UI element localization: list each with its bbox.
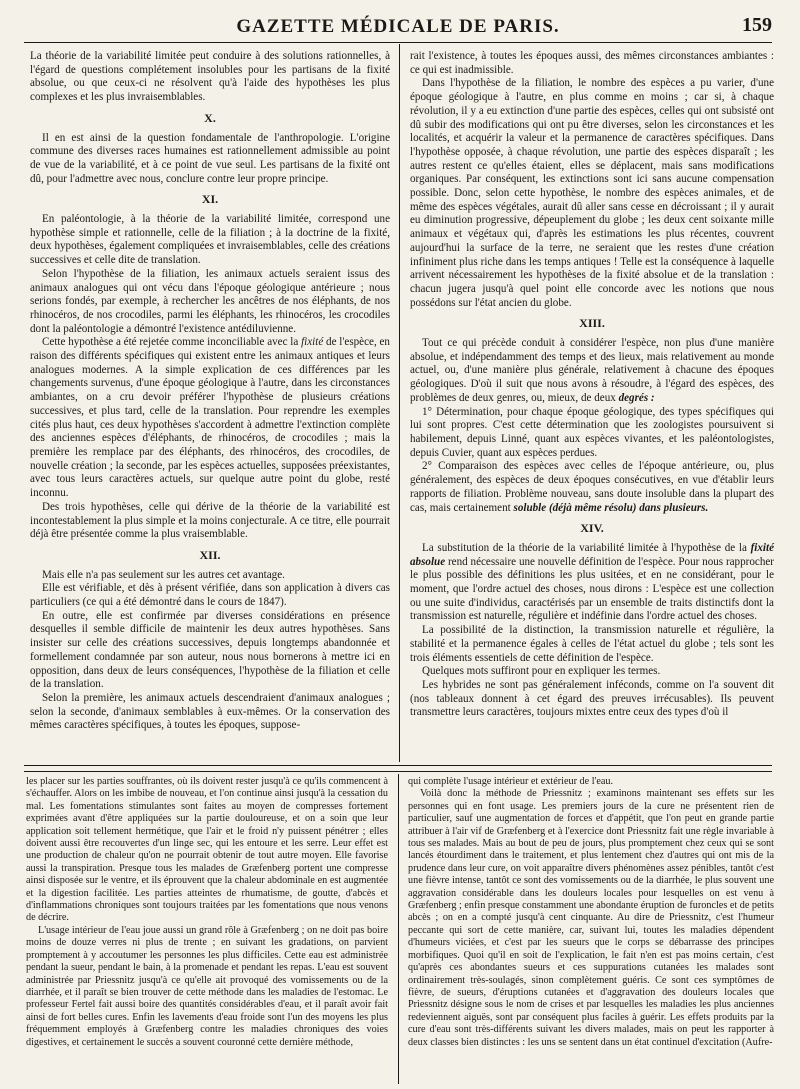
paragraph: Voilà donc la méthode de Priessnitz ; examinons maintenant ses effets sur les personnes qui en font usage. Les premiers jours de la cure ne présentent rien de particulier, sauf une augmentation de forces et d'appétit, que l'on peut en grande partie attribuer à l'air vif de Græfenberg et à l'exercice dont Priessnitz fait une règle invariable à tous ses malades. Mais au bout de peu de jours, plus promptement chez ceux qui se sont lancés étourdiment dans le traitement, et plus lentement chez d'autres qui ont mis de la prudence dans leur cure, on voit apparaître divers phénomènes assez pénibles, tantôt c'est une fièvre intense, tantôt ce sont des vomissements ou de la diarrhée, le plus souvent une aggravation considérable dans les douleurs locales pour lesquelles on est venu à Græfenberg ; enfin presque constamment une abondante éruption de furoncles et de petits abcès ; on en a compté jusqu'à cent cinquante. Au dire de Priessnitz, c'est l'humeur peccante qui sort de cette manière, car, suivant lui, toutes les maladies dépendent d'humeurs viciées, et c'est par les sueurs que le corps se débarrasse des principes morbifiques. Quoi qu'il en soit de l'explication, le fait n'en est pas moins certain, c'est qu'après ces abondantes sueurs et ces suppurations cutanées les malades sont ordinairement très-soulagés, sinon complètement guéris. Ce sont ces symptômes de fièvre, de sueurs, d'éruptions cutanées et d'aggravation des douleurs locales que Priessnitz désigne sous le nom de crises et par lesquelles les maladies les plus anciennes redeviennent aiguës, sont par conséquent plus faciles à guérir. Les effets produits par la cure d'eau sont très-différents suivant les divers malades, mais on peut les rapporter à deux classes bien distinctes : les uns se sentent dans un état continuel d'excitation (Aufre- xyxy=(408,788,774,1048)
paragraph xyxy=(410,460,774,515)
feuilleton-column-right xyxy=(408,776,774,1049)
text-run: de l'espèce, en raison des différents spécifiques qui existent entre les animaux antiques et leurs analogues modernes. A la simple explication de ces différences par les changements survenus, d'une époque géologique à l'autre, dans les circonstances ambiantes, on a cru devoir préférer l'hypothèse de plusieurs créations successives, et plus tard, celle de la translation. Pour reprendre les exemples cités plus haut, ces deux hypothèses s'accordent à admettre l'extinction complète des anciennes espèces d'éléphants, de rhinocéros, de crocodiles ; mais la première les remplace par des éléphants, des rhinocéros, des crocodiles, de nouvelle création ; la seconde, par les espèces actuelles, supposées préexistantes, avec tous leurs caractères actuels, sur quelque autre point du globe, resté inconnu. xyxy=(30,336,390,500)
paragraph: qui complète l'usage intérieur et extérieur de l'eau. xyxy=(408,776,614,787)
paragraph: rait l'existence, à toutes les époques aussi, des mêmes circonstances ambiantes : ce qui est inadmissible. xyxy=(410,50,774,76)
section-heading-xi: XI. xyxy=(201,192,219,207)
section-heading-xiv: XIV. xyxy=(580,521,604,536)
section-heading-x: X. xyxy=(204,110,216,125)
paragraph: Selon la première, les animaux actuels descendraient d'animaux analogues ; selon la seconde, d'animaux semblables à eux-mêmes. Or la conservation des mêmes caractères spécifiques, à toutes les époques, suppose- xyxy=(30,691,390,732)
paragraph: 1° Détermination, pour chaque époque géologique, des types spécifiques qui lui sont propres. C'est cette détermination que les zoologistes poursuivent si habilement, depuis Linné, quant aux espèces vivantes, et les paléontologistes, depuis Cuvier, quant aux espèces perdues. xyxy=(410,405,774,459)
feuilleton-column-left xyxy=(26,776,388,1049)
paragraph: L'usage intérieur de l'eau joue aussi un grand rôle à Græfenberg ; on ne doit pas boire moins de douze verres ni plus de trente ; en suivant les gradations, on parvient promptement à y accoutumer les personnes les plus difficiles. Cette eau est administrée pendant la sueur, pendant le bain, à la promenade et pendant les repas. L'eau est souvent administrée par Priessnitz jusqu'à ce qu'elle ait provoqué des vomissements ou de la diarrhée, et il paraît se bien trouver de cette méthode dans les maladies de l'estomac. Le professeur Fertel fait aussi boire des quantités considérables d'eau, et il paraît avoir fait ainsi de fort belles cures. Enfin les lavements d'eau froide sont l'un des moyens les plus fréquemment employés à Græfenberg contre les maladies chroniques des voies digestives, et certainement le succès a souvent couronné cette dernière méthode, xyxy=(26,924,388,1048)
paragraph: Les hybrides ne sont pas généralement inféconds, comme on l'a souvent dit (nos tableaux donnent à cet égard des preuves irrécusables). Ils peuvent transmettre leurs caractères, toujours mixtes entre ceux des types d'où il xyxy=(410,678,774,719)
paragraph xyxy=(30,336,390,500)
paragraph: Selon l'hypothèse de la filiation, les animaux actuels seraient issus des animaux analogues qui ont vécu dans l'époque géologique antérieure ; nous serions fondés, par exemple, à rechercher les ancêtres de nos éléphants, de nos rhinocéros, de nos crocodiles, parmi les éléphants, les rhinocéros, les crocodiles dont la paléontologie a démontré l'existence antédiluvienne. xyxy=(30,267,390,335)
paragraph: Mais elle n'a pas seulement sur les autres cet avantage. xyxy=(42,568,285,581)
section-heading-xiii: XIII. xyxy=(579,316,605,331)
paragraph: En paléontologie, à la théorie de la variabilité limitée, correspond une hypothèse simple et rationnelle, celle de la filiation ; à la doctrine de la fixité, deux hypothèses, également compliquées et invraisemblables, celle des créations successives et celle dite de translation. xyxy=(30,213,390,267)
feuilleton-separator xyxy=(24,765,772,772)
article-column-right xyxy=(410,50,774,720)
paragraph: Quelques mots suffiront pour en expliquer les termes. xyxy=(422,665,661,678)
paragraph: Il en est ainsi de la question fondamentale de l'anthropologie. L'origine commune des diverses races humaines est rationnellement admissible au point de vue de la variabilité, et à ce point de vue seul. Les partisans de la fixité ont dû, pour l'admettre avec nous, conclure contre leur propre principe. xyxy=(30,131,390,185)
text-run: La substitution de la théorie de la variabilité limitée à l'hypothèse de la xyxy=(422,541,751,554)
paragraph xyxy=(410,337,774,406)
paragraph: Elle est vérifiable, et dès à présent vérifiée, dans son application à divers cas particuliers (ce qui a été démontré dans le cours de 1847). xyxy=(30,582,390,609)
column-divider xyxy=(398,774,399,1084)
page-header xyxy=(24,12,772,42)
text-run: Cette hypothèse a été rejetée comme inconciliable avec la xyxy=(42,336,302,349)
paragraph: les placer sur les parties souffrantes, où ils doivent rester jusqu'à ce qu'ils commencent à s'échauffer. Alors on les imbibe de nouveau, et l'on continue ainsi jusqu'à la cessation du mal. Les fomentations stimulantes sont faites au moyen de compresses fortement exprimées avant d'être appliquées sur la partie douloureuse, et on a soin que leur application soit tellement hermétique, que l'air et le froid n'y puissent pénétrer ; elles doivent aussi être recouvertes d'un linge sec, qui les entoure et les serre. Leur effet est une production de chaleur qu'on ne pourrait obtenir de tout autre moyen. Elle favorise aussi la transpiration. Presque tous les malades de Græfenberg portent une compresse ainsi disposée sur le ventre, et ils éprouvent que la chaleur abdominale en est augmentée et la digestion facilitée. Les parties atteintes de rhumatisme, de goutte, d'abcès et d'inflammations chroniques sont toujours traitées par les fomentations que nous venons de décrire. xyxy=(26,776,388,924)
emphasis-fixite-absolue: fixité absolue xyxy=(410,541,774,568)
text-run: Tout ce qui précède conduit à considérer l'espèce, non plus d'une manière absolue, et indépendamment des temps et des lieux, mais relativement au monde actuel, ou, d'une manière plus générale, relativement à chacune des époques géologiques. D'où il suit que nous avons à résoudre, à l'égard des espèces, des problèmes de deux genres, ou, mieux, de deux xyxy=(410,337,774,404)
page-number: 159 xyxy=(742,14,772,36)
text-run: 2° Comparaison des espèces avec celles de l'époque antérieure, ou, plus généralement, des espèces de deux époques consécutives, en vue d'établir leurs rapports de filiation. Problème nouveau, sans doute insoluble dans la plupart des cas, mais certainement xyxy=(410,460,774,514)
paragraph: La possibilité de la distinction, la transmission naturelle et régulière, la stabilité et la permanence égales à celles de l'état actuel du globe ; tels sont les trois éléments essentiels de cette définition de l'espèce. xyxy=(410,624,774,664)
header-rule xyxy=(24,42,772,43)
paragraph: Des trois hypothèses, celle qui dérive de la théorie de la variabilité est incontestablement la plus simple et la moins conjecturale. A ce titre, elle pourrait déjà être présentée comme la plus vraisemblable. xyxy=(30,500,390,541)
emphasis-fixite: fixité xyxy=(301,336,324,349)
section-heading-xii: XII. xyxy=(199,547,221,562)
paragraph: Dans l'hypothèse de la filiation, le nombre des espèces a pu varier, d'une époque géologique à l'autre, en plus comme en moins ; car si, à chaque révolution, il y a eu extinction d'une partie des espèces, celles qui ont subsisté ont dû subir des modifications qui ont pu être diverses, selon les circonstances et les localités, et acquérir la valeur et la permanence de caractères spécifiques. Dans l'hypothèse opposée, à chaque révolution, une partie des espèces disparaît ; les autres restent ce qu'elles étaient, elles se déplacent, mais sans modifications organiques. Par conséquent, les extinctions sont ici sans aucune compensation possible. Donc, selon cette hypothèse, le nombre des espèces animales, et de même des espèces végétales, aurait dû aller sans cesse en décroissant ; il y aurait eu diminution progressive, dépeuplement du globe ; les deux cent soixante mille animaux et végétaux qui, d'après les estimations les plus récentes, couvrent aujourd'hui la surface de la terre, ne seraient que les restes d'une création infiniment plus riche dans les temps antiques ! Telle est la conséquence à laquelle arrivent nécessairement les hypothèses de la fixité absolue et de la translation : chacun jugera jusqu'à quel point elle concorde avec les notions que nous possédons sur l'état ancien du globe. xyxy=(410,77,774,309)
article-column-left xyxy=(30,50,390,733)
journal-title: GAZETTE MÉDICALE DE PARIS. xyxy=(236,16,560,37)
text-run: rend nécessaire une nouvelle définition de l'espèce. Pour nous rapprocher le plus possible des définitions les plus usitées, et en ne considérant, pour le moment, que l'ordre actuel des choses, nous dirons : L'espèce est une collection ou une suite d'individus, caractérisés par un ensemble de traits distinctifs dont la transmission est naturelle, régulière et indéfinie dans l'ordre actuel des choses. xyxy=(410,555,774,623)
paragraph: En outre, elle est confirmée par diverses considérations en présence desquelles il semble difficile de maintenir les deux autres hypothèses. Sans insister sur celle des créations successives, depuis longtemps abandonnée et formellement condamnée par son auteur, nous nous bornerons à mettre ici en opposition, dans deux de leurs conséquences, l'hypothèse de la filiation et celle de la translation. xyxy=(30,609,390,691)
emphasis-soluble: soluble (déjà même résolu) dans plusieurs. xyxy=(513,501,709,514)
paragraph xyxy=(410,542,774,624)
emphasis-degres: degrés : xyxy=(618,391,655,404)
column-divider xyxy=(399,44,400,762)
paragraph: La théorie de la variabilité limitée peut conduire à des solutions rationnelles, à l'égard de questions complétement insolubles pour les partisans de la fixité absolue, ou que ceux-ci ne résolvent qu'à l'aide des hypothèses les plus complexes et les plus invraisemblables. xyxy=(30,50,390,104)
